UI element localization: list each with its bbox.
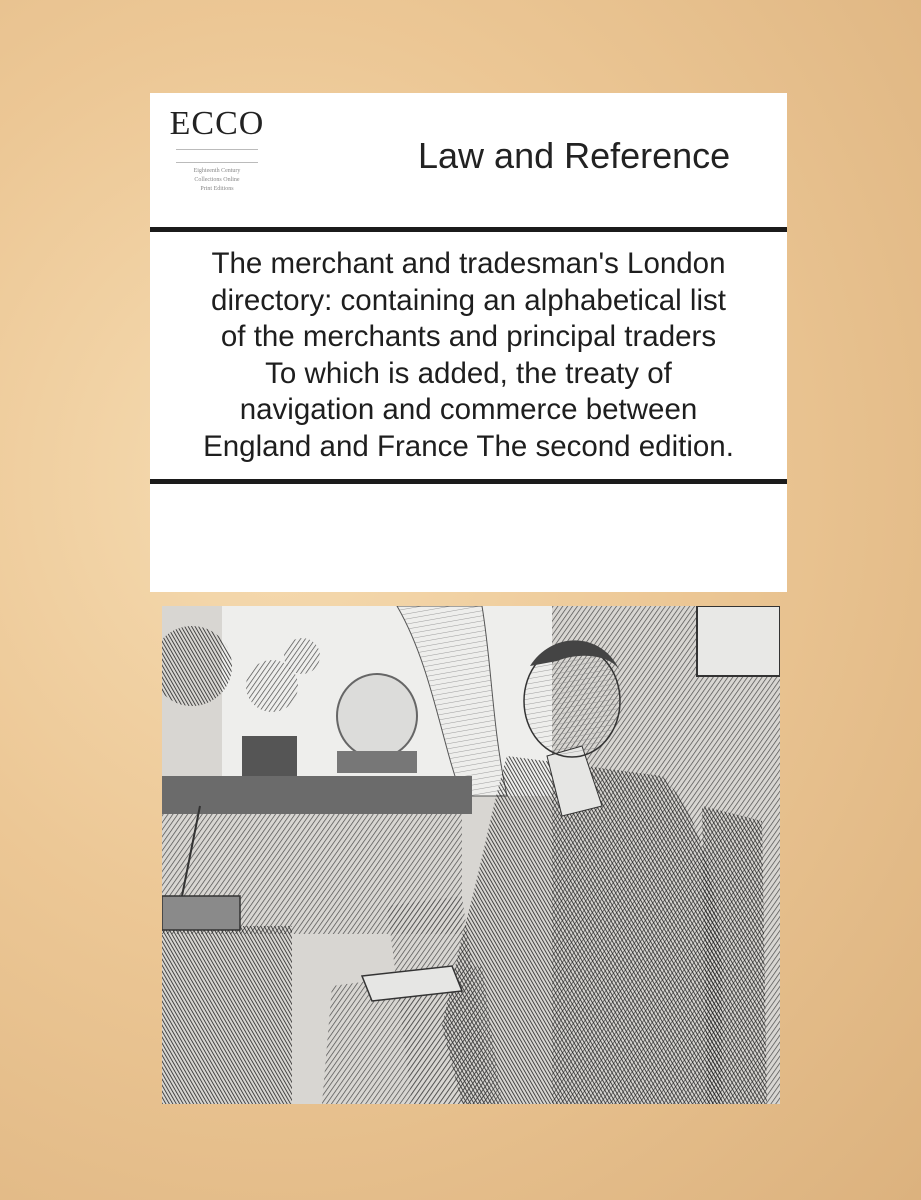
logo-subtitle-line: Print Editions [200, 186, 234, 192]
title-line: navigation and commerce between [239, 393, 698, 427]
cover-illustration [162, 606, 780, 1104]
book-title [150, 246, 787, 466]
cover-header [150, 93, 787, 227]
logo-mark: ECCO [169, 105, 265, 142]
title-panel [150, 232, 787, 479]
blank-panel [150, 484, 787, 592]
category-label: Law and Reference [418, 135, 731, 176]
engraving-image [162, 606, 780, 1104]
title-line: To which is added, the treaty of [265, 356, 672, 390]
logo-subtitle [168, 167, 266, 194]
title-line: of the merchants and principal traders [220, 320, 717, 354]
logo-subtitle-line: Eighteenth Century [193, 168, 241, 174]
ecco-logo [168, 103, 266, 215]
title-line: directory: containing an alphabetical list [211, 283, 726, 317]
logo-subtitle-line: Collections Online [194, 177, 240, 183]
title-line: The merchant and tradesman's London [211, 247, 726, 280]
title-line: England and France The second edition. [203, 429, 734, 463]
logo-ornament [176, 149, 258, 163]
